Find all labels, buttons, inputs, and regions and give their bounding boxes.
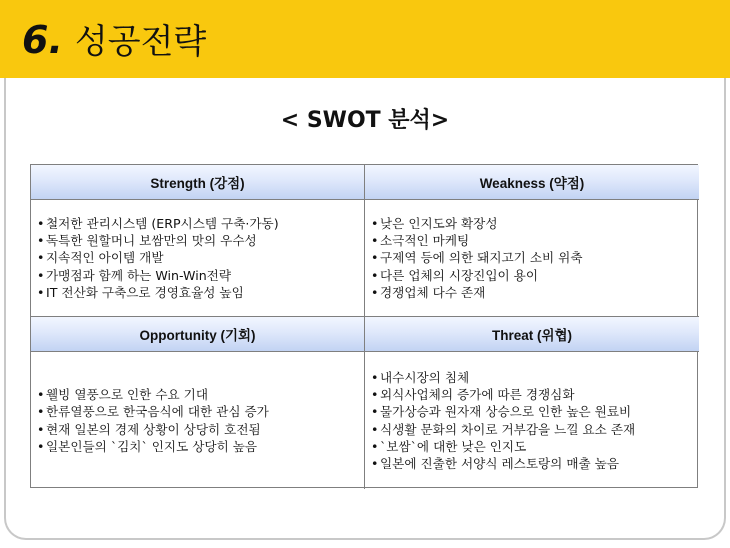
strength-header [31, 165, 365, 200]
list-item [371, 249, 693, 266]
bullet: • [37, 215, 45, 231]
list-item [371, 267, 693, 284]
bullet: • [371, 455, 379, 471]
list-item [37, 249, 358, 266]
list-item-text: 외식사업체의 증가에 따른 경쟁심화 [380, 387, 575, 403]
list-item [37, 267, 358, 284]
list-item [371, 438, 693, 455]
bullet: • [37, 267, 45, 283]
opportunity-list [37, 386, 358, 455]
list-item [371, 215, 693, 232]
opportunity-heading: Opportunity (기회) [139, 328, 256, 343]
strength-heading: Strength (강점) [150, 176, 245, 191]
bullet: • [37, 387, 45, 403]
list-item [37, 403, 358, 420]
bullet: • [371, 438, 379, 454]
list-item-text: 일본인들의 `김치` 인지도 상당히 높음 [46, 438, 258, 454]
threat-cell [365, 352, 699, 489]
list-item [371, 386, 693, 403]
list-item [37, 284, 358, 301]
strength-cell [31, 200, 365, 317]
section-number: 6. [22, 18, 63, 62]
bullet: • [371, 267, 379, 283]
list-item-text: 현재 일본의 경제 상황이 상당히 호전됨 [46, 421, 261, 437]
list-item [37, 421, 358, 438]
page-title [22, 14, 206, 64]
list-item-text: 일본에 진출한 서양식 레스토랑의 매출 높음 [380, 455, 619, 471]
list-item-text: 철저한 관리시스템 (ERP시스템 구축·가동) [46, 215, 279, 231]
weakness-list [371, 215, 693, 301]
bullet: • [371, 421, 379, 437]
section-title: 성공전략 [74, 22, 207, 62]
list-item-text: 낮은 인지도와 확장성 [380, 215, 498, 231]
bullet: • [37, 438, 45, 454]
list-item [37, 386, 358, 403]
list-item-text: `보쌈`에 대한 낮은 인지도 [380, 438, 527, 454]
list-item-text: 내수시장의 침체 [380, 369, 470, 385]
weakness-cell [365, 200, 699, 317]
list-item-text: 한류열풍으로 한국음식에 대한 관심 증가 [46, 404, 269, 420]
bullet: • [371, 250, 379, 266]
list-item-text: 독특한 원할머니 보쌈만의 맛의 우수성 [46, 233, 257, 249]
swot-subtitle: < SWOT 분석> [280, 108, 450, 133]
list-item-text: 식생활 문화의 차이로 거부감을 느낄 요소 존재 [380, 421, 636, 437]
bullet: • [37, 421, 45, 437]
bullet: • [371, 215, 379, 231]
list-item-text: 다른 업체의 시장진입이 용이 [380, 267, 538, 283]
bullet: • [371, 233, 379, 249]
bullet: • [37, 250, 45, 266]
threat-header [365, 317, 699, 352]
list-item [371, 232, 693, 249]
list-item [37, 232, 358, 249]
bullet: • [37, 233, 45, 249]
list-item [371, 455, 693, 472]
list-item-text: 물가상승과 원자재 상승으로 인한 높은 원료비 [380, 404, 632, 420]
list-item-text: 소극적인 마케팅 [380, 233, 470, 249]
opportunity-header [31, 317, 365, 352]
list-item-text: 가맹점과 함께 하는 Win-Win전략 [46, 267, 232, 283]
list-item [371, 284, 693, 301]
swot-table [30, 164, 698, 488]
bullet: • [371, 369, 379, 385]
threat-list [371, 369, 693, 472]
threat-heading: Threat (위협) [491, 328, 573, 343]
list-item [37, 438, 358, 455]
strength-list [37, 215, 358, 301]
list-item [37, 215, 358, 232]
bullet: • [371, 387, 379, 403]
list-item [371, 369, 693, 386]
bullet: • [37, 284, 45, 300]
opportunity-cell [31, 352, 365, 489]
weakness-heading: Weakness (약점) [479, 176, 585, 191]
bullet: • [371, 404, 379, 420]
bullet: • [371, 284, 379, 300]
header-bar [0, 0, 730, 78]
list-item-text: 웰빙 열풍으로 인한 수요 기대 [46, 387, 208, 403]
list-item-text: 지속적인 아이템 개발 [46, 250, 164, 266]
list-item-text: IT 전산화 구축으로 경영효율성 높임 [46, 284, 244, 300]
list-item-text: 경쟁업체 다수 존재 [380, 284, 486, 300]
bullet: • [37, 404, 45, 420]
weakness-header [365, 165, 699, 200]
list-item [371, 403, 693, 420]
list-item [371, 421, 693, 438]
list-item-text: 구제역 등에 의한 돼지고기 소비 위축 [380, 250, 583, 266]
